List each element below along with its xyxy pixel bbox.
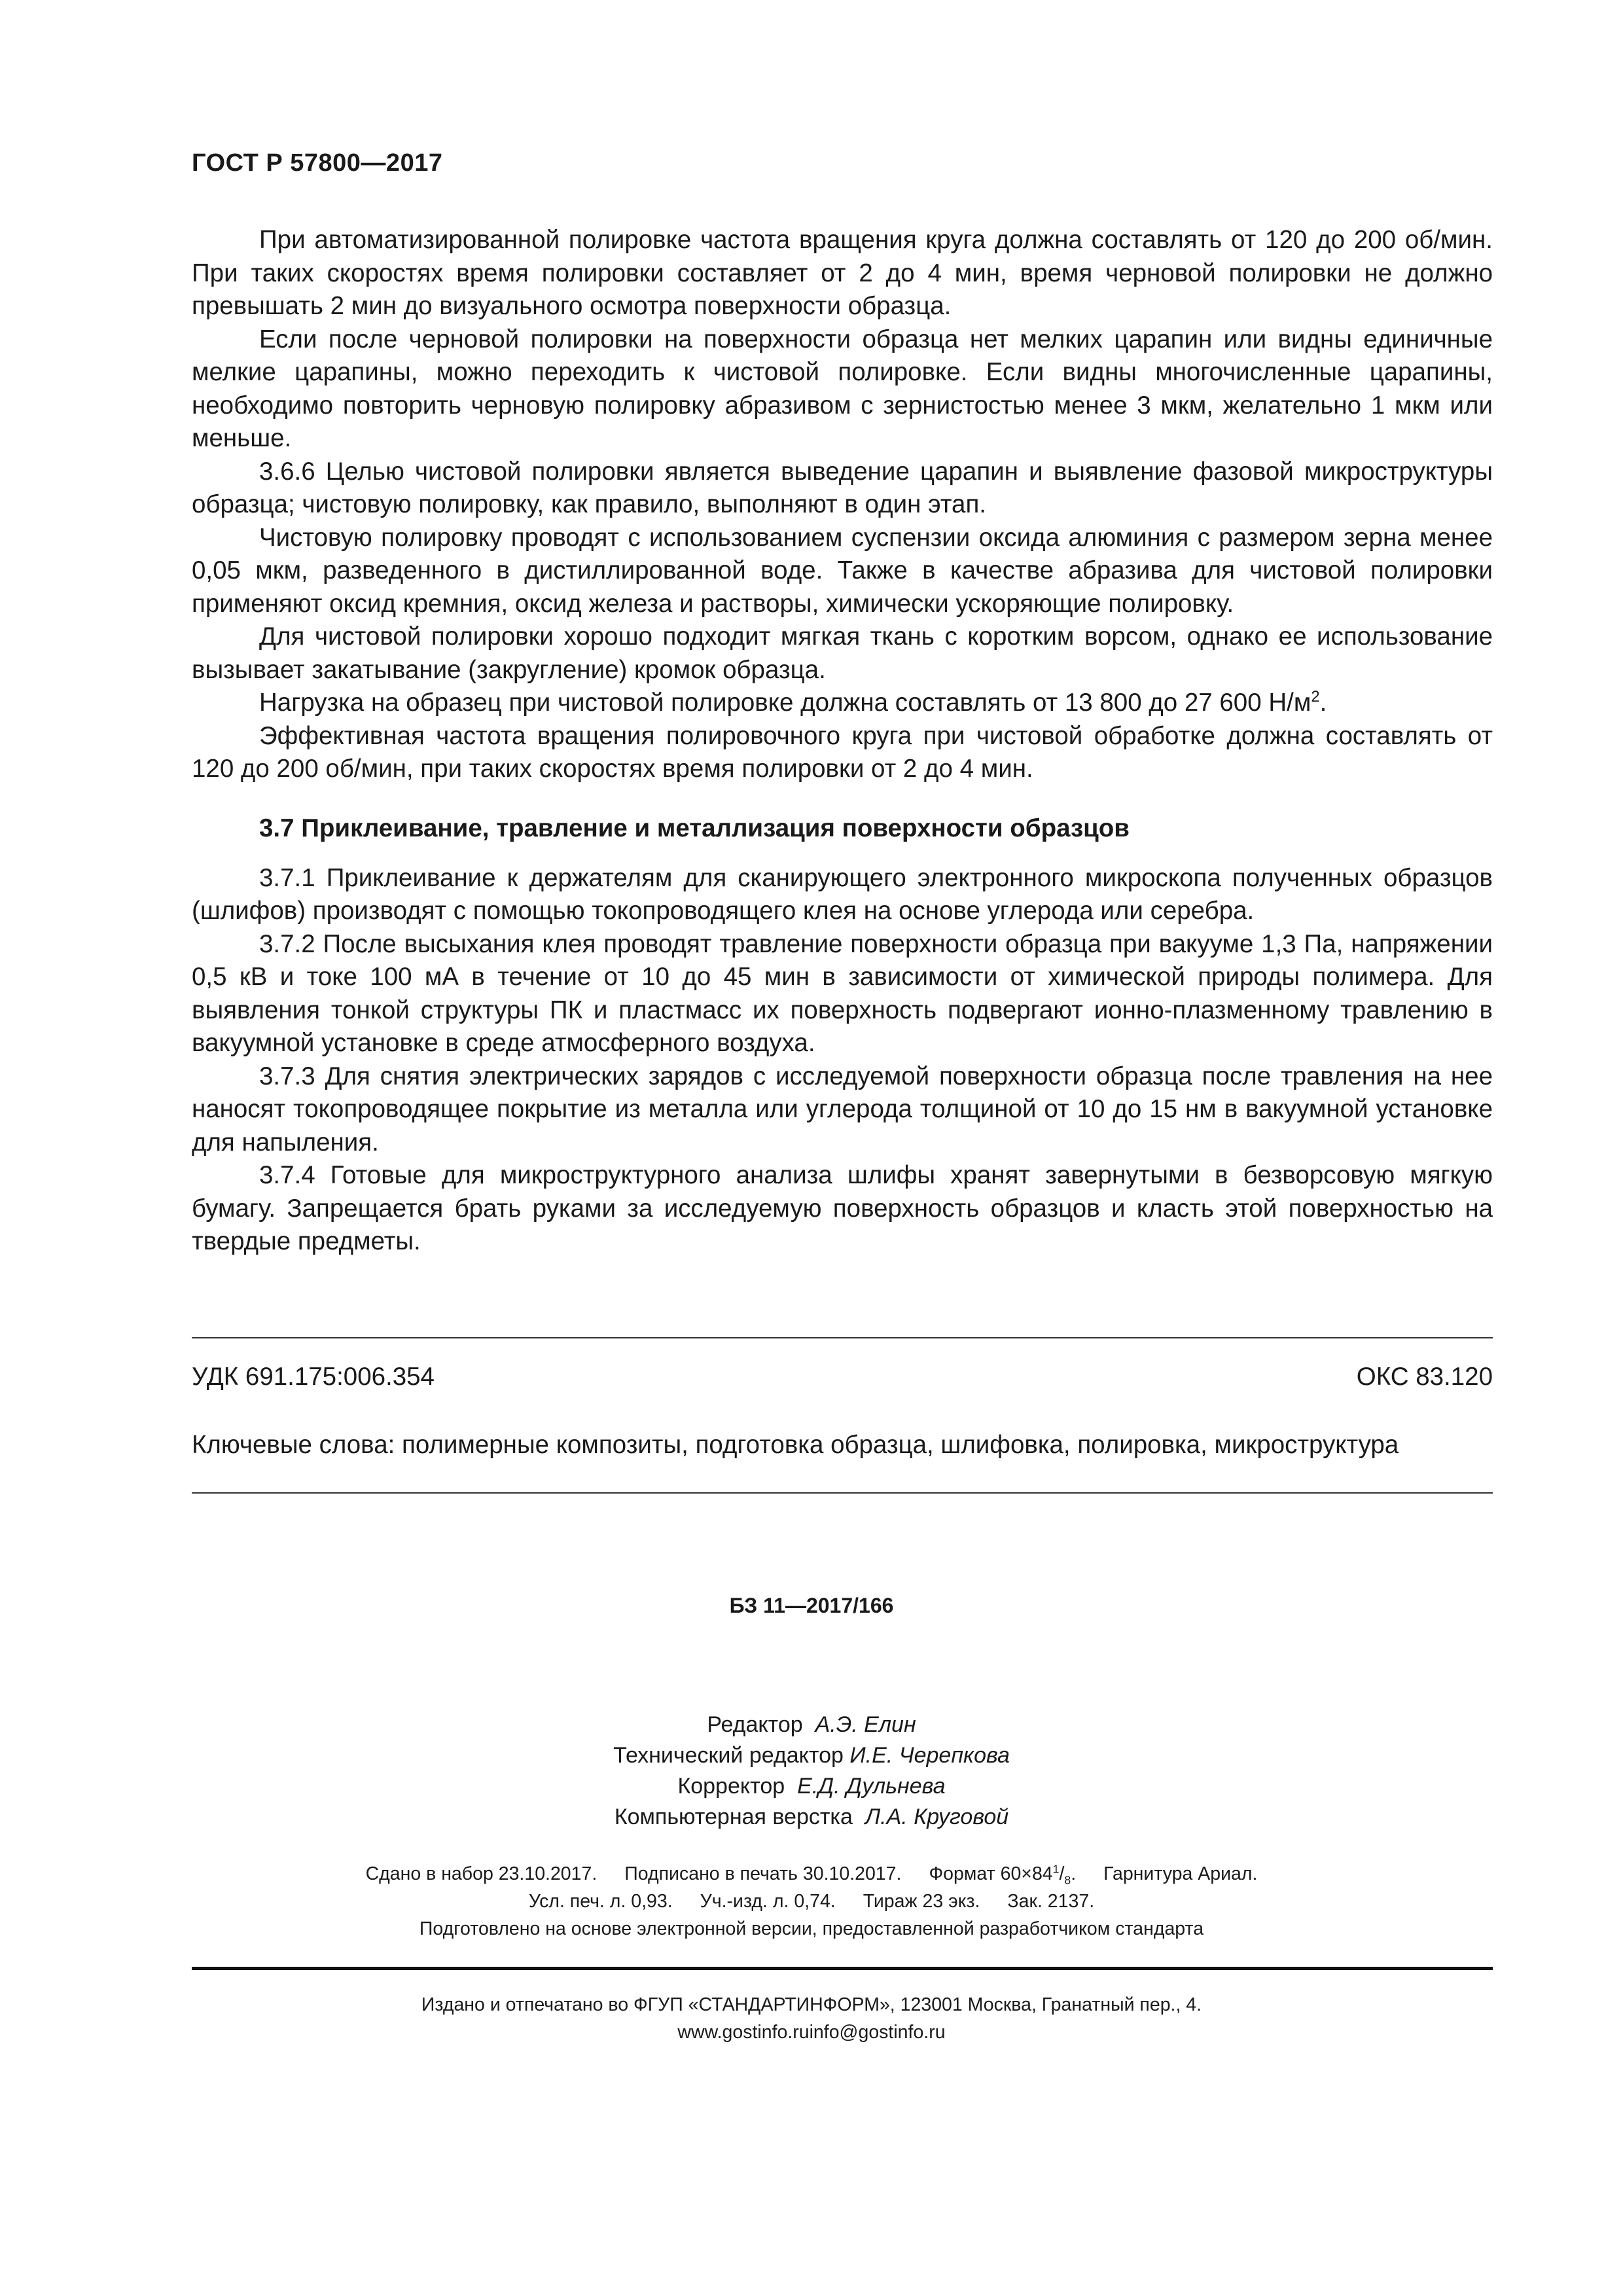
format-prefix: Формат 60×84 <box>929 1863 1053 1884</box>
credit-name: И.Е. Черепкова <box>849 1743 1010 1768</box>
credit-row <box>0 1802 1623 1833</box>
format-end: . <box>1071 1863 1077 1884</box>
publisher-email[interactable]: info@gostinfo.ru <box>809 2022 946 2043</box>
paragraph: Чистовую полировку проводят с использованием суспензии оксида алюминия с размером зерна менее 0,05 мкм, разведенного в дистиллированной воде. Также в качестве абразива для чистовой полировки применяют оксид кремния, оксид железа и растворы, химически ускоряющие полировку. <box>192 523 1493 618</box>
credits-block <box>0 1710 1623 1833</box>
paragraph-load <box>192 687 1493 720</box>
publisher-block <box>0 1991 1623 2046</box>
paragraph-3-7-1: 3.7.1 Приклеивание к держателям для сканирующего электронного микроскопа полученных образцов (шлифов) производят с помощью токопроводящего клея на основе углерода или серебра. <box>192 863 1493 925</box>
typeface: Гарнитура Ариал. <box>1103 1863 1258 1884</box>
order-number: Зак. 2137. <box>1007 1891 1095 1912</box>
paper-format: Формат $60\times 84^1/_8$. <box>929 1862 1077 1887</box>
load-text: Нагрузка на образец при чистовой полировке должна составлять от 13 800 до 27 600 Н/м <box>259 689 1311 717</box>
credit-role: Технический редактор <box>613 1743 844 1768</box>
print-sheets: Усл. печ. л. 0,93. <box>528 1891 673 1912</box>
imprint-line-2 <box>0 1888 1623 1915</box>
document-code-header: ГОСТ Р 57800—2017 <box>192 149 443 177</box>
credit-name: Е.Д. Дульнева <box>797 1774 946 1799</box>
divider-bottom <box>192 1492 1493 1494</box>
load-text-end: . <box>1319 689 1327 717</box>
section-heading-3-7: 3.7 Приклеивание, травление и металлизация поверхности образцов <box>259 814 1130 842</box>
imprint-line-1 <box>0 1860 1623 1888</box>
paragraph-3-7-4: 3.7.4 Готовые для микроструктурного анализа шлифы хранят завернутыми в безворсовую мягкую бумагу. Запрещается брать руками за исследуемую поверхность образцов и класть этой поверхностью на твердые предметы. <box>192 1161 1493 1255</box>
credit-name: А.Э. Елин <box>815 1712 916 1737</box>
paragraph-3-7-2: 3.7.2 После высыхания клея проводят травление поверхности образца при вакууме 1,3 Па, напряжении 0,5 кВ и токе 100 мА в течение от 10 до 45 мин в зависимости от химической природы полимера. Для выявления тонкой структуры ПК и пластмасс их поверхность подвергают ионно-плазменному травлению в вакуумной установке в среде атмосферного воздуха. <box>192 929 1493 1057</box>
signed-date: Подписано в печать 30.10.2017. <box>624 1863 902 1884</box>
circulation: Тираж 23 экз. <box>863 1891 980 1912</box>
publisher-contacts <box>0 2018 1623 2046</box>
paragraph-3-7-3: 3.7.3 Для снятия электрических зарядов с исследуемой поверхности образца после травления на нее наносят токопроводящее покрытие из металла или углерода толщиной от 10 до 15 нм в вакуумной установке для напыления. <box>192 1062 1493 1157</box>
credit-role: Корректор <box>677 1774 785 1799</box>
paragraph-3-6-6: 3.6.6 Целью чистовой полировки является выведение царапин и выявление фазовой микроструктуры образца; чистовую полировку, как правило, выполняют в один этап. <box>192 457 1493 518</box>
credit-role: Редактор <box>707 1712 803 1737</box>
publisher-website[interactable]: www.gostinfo.ru <box>677 2022 810 2043</box>
credit-role: Компьютерная верстка <box>614 1804 853 1829</box>
publisher-address: Издано и отпечатано во ФГУП «СТАНДАРТИНФОРМ», 123001 Москва, Гранатный пер., 4. <box>421 1994 1202 2015</box>
format-denominator: 8 <box>1064 1873 1071 1887</box>
format-numerator: 1 <box>1052 1862 1060 1876</box>
unit-exponent: 2 <box>1311 688 1320 706</box>
imprint-line-3: Подготовлено на основе электронной версии, предоставленной разработчиком стандарта <box>419 1918 1204 1939</box>
imprint-block <box>0 1860 1623 1943</box>
divider-publisher <box>192 1967 1493 1970</box>
credit-name: Л.А. Круговой <box>865 1804 1009 1829</box>
credit-row <box>0 1740 1623 1771</box>
paragraph: Эффективная частота вращения полировочного круга при чистовой обработке должна составлять от 120 до 200 об/мин, при таких скоростях время полировки от 2 до 4 мин. <box>192 721 1493 783</box>
credit-row <box>0 1771 1623 1802</box>
paragraph: При автоматизированной полировке частота вращения круга должна составлять от 120 до 200 об/мин. При таких скоростях время полировки составляет от 2 до 4 мин, время черновой полировки не должно превышать 2 мин до визуального осмотра поверхности образца. <box>192 226 1493 320</box>
credit-row <box>0 1710 1623 1740</box>
paragraph: Для чистовой полировки хорошо подходит мягкая ткань с коротким ворсом, однако ее использование вызывает закатывание (закругление) кромок образца. <box>192 622 1493 684</box>
divider-top <box>192 1337 1493 1338</box>
keywords: Ключевые слова: полимерные композиты, подготовка образца, шлифовка, полировка, микроструктура <box>192 1431 1399 1459</box>
paragraph: Если после черновой полировки на поверхности образца нет мелких царапин или видны единичные мелкие царапины, можно переходить к чистовой полировке. Если видны многочисленные царапины, необходимо повторить черновую полировку абразивом с зернистостью менее 3 мкм, желательно 1 мкм или меньше. <box>192 325 1493 452</box>
submitted-date: Сдано в набор 23.10.2017. <box>365 1863 597 1884</box>
document-body <box>192 224 1493 1259</box>
bz-number: БЗ 11—2017/166 <box>729 1594 894 1617</box>
udk-code: УДК 691.175:006.354 <box>192 1363 435 1391</box>
pub-sheets: Уч.-изд. л. 0,74. <box>700 1891 836 1912</box>
oks-code: ОКС 83.120 <box>1356 1363 1493 1391</box>
